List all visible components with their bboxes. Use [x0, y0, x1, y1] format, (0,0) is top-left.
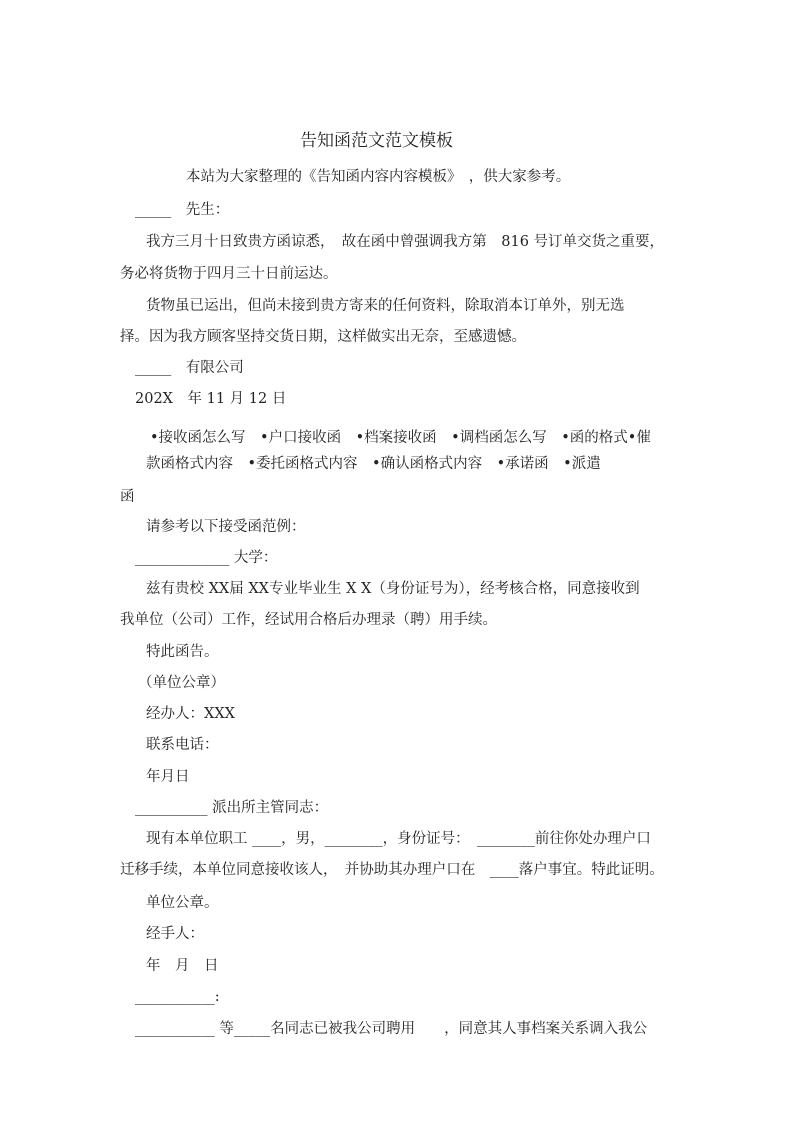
letter2-body-line1: 兹有贵校 XX届 XX专业毕业生 X X（身份证号为），经考核合格，同意接收到: [146, 581, 640, 597]
letter3-seal: 单位公章。: [146, 895, 219, 911]
related-links-line2[interactable]: 款函格式内容 •委托函格式内容 •确认函格式内容 •承诺函 •派遣: [146, 456, 601, 472]
letter3-date: 年 月 日: [146, 958, 219, 974]
letter2-salutation: _____________ 大学：: [135, 550, 278, 566]
letter1-company: _____ 有限公司: [135, 360, 244, 376]
intro-text: 本站为大家整理的《告知函内容内容模板》 ，供大家参考。: [186, 169, 571, 185]
letter1-paragraph1-line2: 务必将货物于四月三十日前运达。: [120, 266, 338, 282]
letter2-date: 年月日: [146, 769, 190, 785]
related-links-line3[interactable]: 函: [120, 489, 135, 505]
letter1-date: 202X 年 11 月 12 日: [135, 391, 287, 407]
letter3-handler: 经手人：: [146, 926, 204, 942]
letter1-paragraph2-line1: 货物虽已运出，但尚未接到贵方寄来的任何资料，除取消本订单外，别无选: [146, 298, 625, 314]
letter2-lead: 请参考以下接受函范例：: [146, 519, 306, 535]
related-links-line1[interactable]: •接收函怎么写 •户口接收函 •档案接收函 •调档函怎么写 •函的格式•催: [150, 430, 651, 446]
letter2-phone: 联系电话：: [146, 737, 219, 753]
page-title: 告知函范文范文模板: [300, 131, 453, 151]
letter2-handler: 经办人：XXX: [146, 706, 235, 722]
letter3-body-line1: 现有本单位职工 ____，男，________，身份证号： ________前往你处办理户口: [146, 831, 651, 847]
letter2-closing: 特此函告。: [146, 644, 219, 660]
letter3-salutation: __________ 派出所主管同志：: [135, 800, 329, 816]
letter4-body-line1: ___________ 等_____名同志已被我公司聘用 ，同意其人事档案关系调入我公: [135, 1021, 648, 1037]
letter1-paragraph2-line2: 择。因为我方顾客坚持交货日期，这样做实出无奈，至感遗憾。: [120, 329, 526, 345]
letter2-seal: （单位公章）: [138, 675, 225, 691]
letter3-body-line2: 迁移手续，本单位同意接收该人， 并协助其办理户口在 ____落户事宜。特此证明。: [120, 862, 664, 878]
letter4-salutation: ___________:: [135, 989, 220, 1005]
letter1-paragraph1-line1: 我方三月十日致贵方函谅悉， 故在函中曾强调我方第 816 号订单交货之重要，: [146, 234, 665, 250]
letter1-salutation: _____ 先生：: [135, 202, 230, 218]
letter2-body-line2: 我单位（公司）工作，经试用合格后办理录（聘）用手续。: [120, 612, 497, 628]
